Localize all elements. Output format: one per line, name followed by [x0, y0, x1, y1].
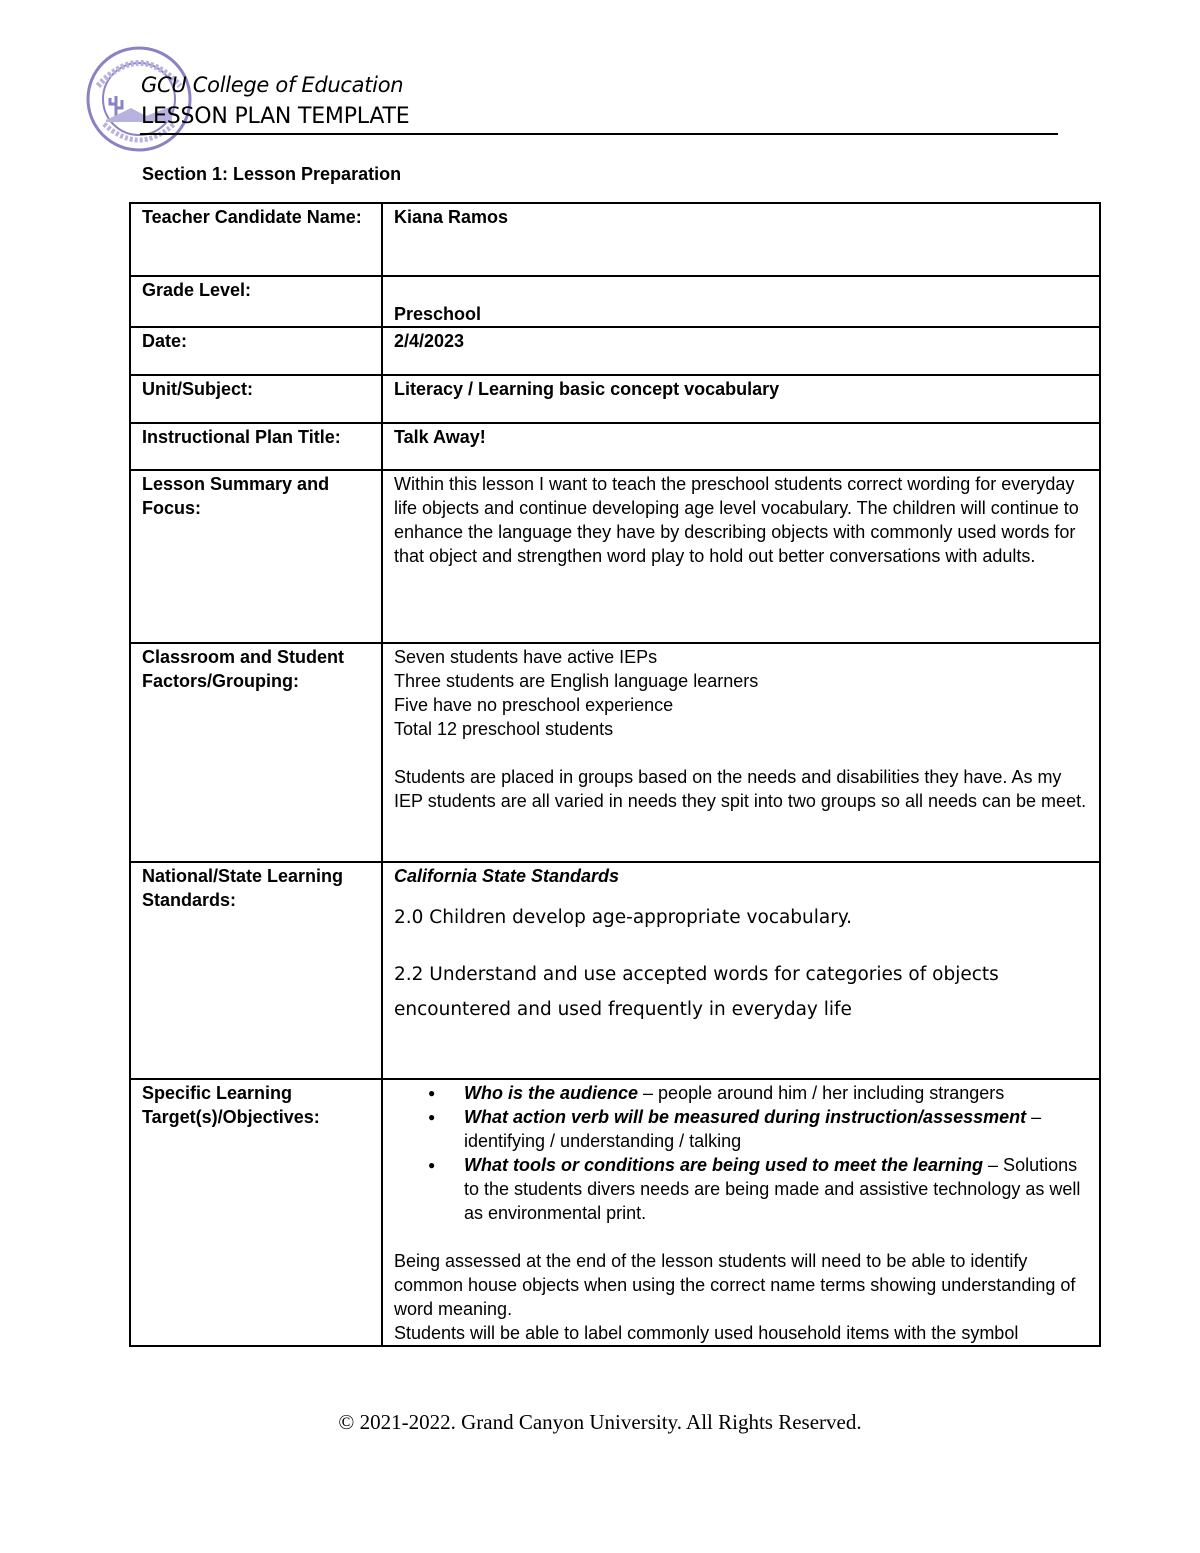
objectives-list [394, 1081, 1089, 1225]
table-row [130, 862, 1100, 1079]
standards-label: National/State Learning Standards: [130, 862, 382, 1079]
date-label: Date: [130, 327, 382, 375]
copyright-footer: © 2021-2022. Grand Canyon University. All Rights Reserved. [338, 1410, 862, 1434]
classroom-label: Classroom and Student Factors/Grouping: [130, 643, 382, 862]
standard-2-2: 2.2 Understand and use accepted words for categories of objects encountered and used frequently in everyday life [394, 964, 999, 1020]
college-name: GCU College of Education [141, 73, 404, 97]
standards-value [382, 862, 1100, 1079]
list-item: ● What action verb will be measured during instruction/assessment – identifying / understanding / talking [464, 1105, 1089, 1153]
table-row [130, 643, 1100, 862]
classroom-line: Seven students have active IEPs [394, 647, 658, 667]
unit-label: Unit/Subject: [130, 375, 382, 423]
grouping-paragraph: Students are placed in groups based on the needs and disabilities they have. As my IEP students are all varied in needs they spit into two groups so all needs can be meet. [394, 767, 1087, 811]
unit-value: Literacy / Learning basic concept vocabulary [382, 375, 1100, 423]
objectives-value [382, 1079, 1100, 1346]
table-row [130, 1079, 1100, 1346]
university-seal-logo [86, 46, 192, 152]
list-item: ● What tools or conditions are being used to meet the learning – Solutions to the students divers needs are being made and assistive technology as well as environmental print. [464, 1153, 1089, 1225]
teacher-label: Teacher Candidate Name: [130, 203, 382, 276]
list-item: ● Who is the audience – people around him / her including strangers [464, 1081, 1089, 1105]
classroom-value [382, 643, 1100, 862]
standards-heading: California State Standards [394, 866, 620, 886]
grade-label: Grade Level: [130, 276, 382, 327]
table-row [130, 327, 1100, 375]
plan-title-value: Talk Away! [382, 423, 1100, 470]
table-row [130, 203, 1100, 276]
label-paragraph: Students will be able to label commonly used household items with the symbol [394, 1323, 1019, 1343]
header-divider [140, 133, 1058, 135]
classroom-line: Three students are English language learners [394, 671, 759, 691]
table-row [130, 375, 1100, 423]
standard-2-0: 2.0 Children develop age-appropriate vocabulary. [394, 907, 853, 928]
assessment-paragraph: Being assessed at the end of the lesson students will need to be able to identify common house objects when using the correct name terms showing understanding of word meaning. [394, 1251, 1076, 1319]
summary-value: Within this lesson I want to teach the preschool students correct wording for everyday life objects and continue developing age level vocabulary. The children will continue to enhance the language they have by describing objects with commonly used words for that object and strengthen word play to hold out better conversations with adults. [382, 470, 1100, 643]
grade-value: Preschool [382, 276, 1100, 327]
date-value: 2/4/2023 [382, 327, 1100, 375]
classroom-line: Total 12 preschool students [394, 719, 614, 739]
objectives-label: Specific Learning Target(s)/Objectives: [130, 1079, 382, 1346]
table-row [130, 423, 1100, 470]
summary-label: Lesson Summary and Focus: [130, 470, 382, 643]
section-heading: Section 1: Lesson Preparation [142, 164, 402, 184]
plan-title-label: Instructional Plan Title: [130, 423, 382, 470]
teacher-value: Kiana Ramos [382, 203, 1100, 276]
document-title: LESSON PLAN TEMPLATE [141, 104, 410, 129]
classroom-line: Five have no preschool experience [394, 695, 674, 715]
table-row [130, 276, 1100, 327]
lesson-plan-table [129, 202, 1101, 1347]
table-row [130, 470, 1100, 643]
